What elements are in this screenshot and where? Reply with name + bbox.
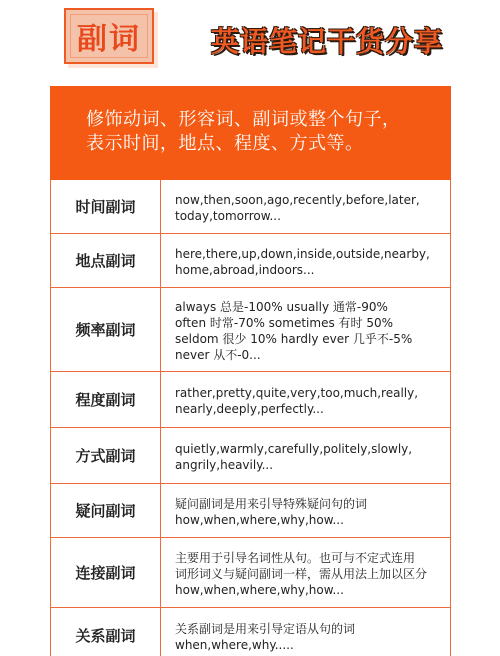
- table-row: [51, 372, 450, 428]
- row-content: [161, 484, 450, 537]
- row-text-line: rather,pretty,quite,very,too,much,really,: [175, 385, 419, 400]
- row-text-line: 主要用于引导名词性从句。也可与不定式连用: [175, 550, 416, 565]
- row-text-line: how,when,where,why,how...: [175, 512, 344, 527]
- row-text-line: today,tomorrow...: [175, 208, 281, 223]
- row-text-line: always 总是-100% usually 通常-90%: [175, 299, 388, 314]
- row-label: 程度副词: [51, 372, 161, 427]
- row-text-line: quietly,warmly,carefully,politely,slowly,: [175, 441, 413, 456]
- definition-line: 修饰动词、形容词、副词或整个句子，: [86, 109, 401, 130]
- row-label: 方式副词: [51, 428, 161, 483]
- adverb-table: [50, 180, 451, 656]
- table-row: [51, 538, 450, 608]
- row-text-line: here,there,up,down,inside,outside,nearby,: [175, 246, 430, 261]
- row-label: 疑问副词: [51, 484, 161, 537]
- table-row: [51, 484, 450, 538]
- row-text-line: 关系副词是用来引导定语从句的词: [175, 621, 356, 636]
- row-content: [161, 608, 450, 656]
- row-content: [161, 372, 450, 427]
- table-row: [51, 428, 450, 484]
- row-text-line: 词形词义与疑问副词一样，需从用法上加以区分: [175, 566, 428, 581]
- row-text-line: 疑问副词是用来引导特殊疑问句的词: [175, 496, 368, 511]
- row-content: [161, 180, 450, 233]
- row-text-line: nearly,deeply,perfectly...: [175, 401, 324, 416]
- row-content: [161, 234, 450, 287]
- definition-line: 表示时间，地点、程度、方式等。: [86, 133, 364, 154]
- page-subtitle: 英语笔记干货分享: [210, 25, 443, 58]
- row-text-line: angrily,heavily...: [175, 457, 274, 472]
- title-badge: [64, 8, 154, 64]
- row-label: 关系副词: [51, 608, 161, 656]
- row-label: 时间副词: [51, 180, 161, 233]
- row-text-line: never 从不-0...: [175, 347, 261, 362]
- row-text-line: how,when,where,why,how...: [175, 582, 344, 597]
- row-text-line: seldom 很少 10% hardly ever 几乎不-5%: [175, 331, 413, 346]
- definition-banner: [50, 86, 451, 180]
- row-text-line: often 时常-70% sometimes 有时 50%: [175, 315, 394, 330]
- row-label: 连接副词: [51, 538, 161, 607]
- row-content: [161, 538, 450, 607]
- table-row: [51, 180, 450, 234]
- page-title: 副词: [77, 22, 141, 57]
- row-content: [161, 428, 450, 483]
- row-text-line: now,then,soon,ago,recently,before,later,: [175, 192, 420, 207]
- row-text-line: home,abroad,indoors...: [175, 262, 315, 277]
- row-content: [161, 288, 450, 371]
- table-row: [51, 288, 450, 372]
- row-text-line: when,where,why.....: [175, 637, 294, 652]
- table-row: [51, 234, 450, 288]
- table-row: [51, 608, 450, 656]
- row-label: 地点副词: [51, 234, 161, 287]
- row-label: 频率副词: [51, 288, 161, 371]
